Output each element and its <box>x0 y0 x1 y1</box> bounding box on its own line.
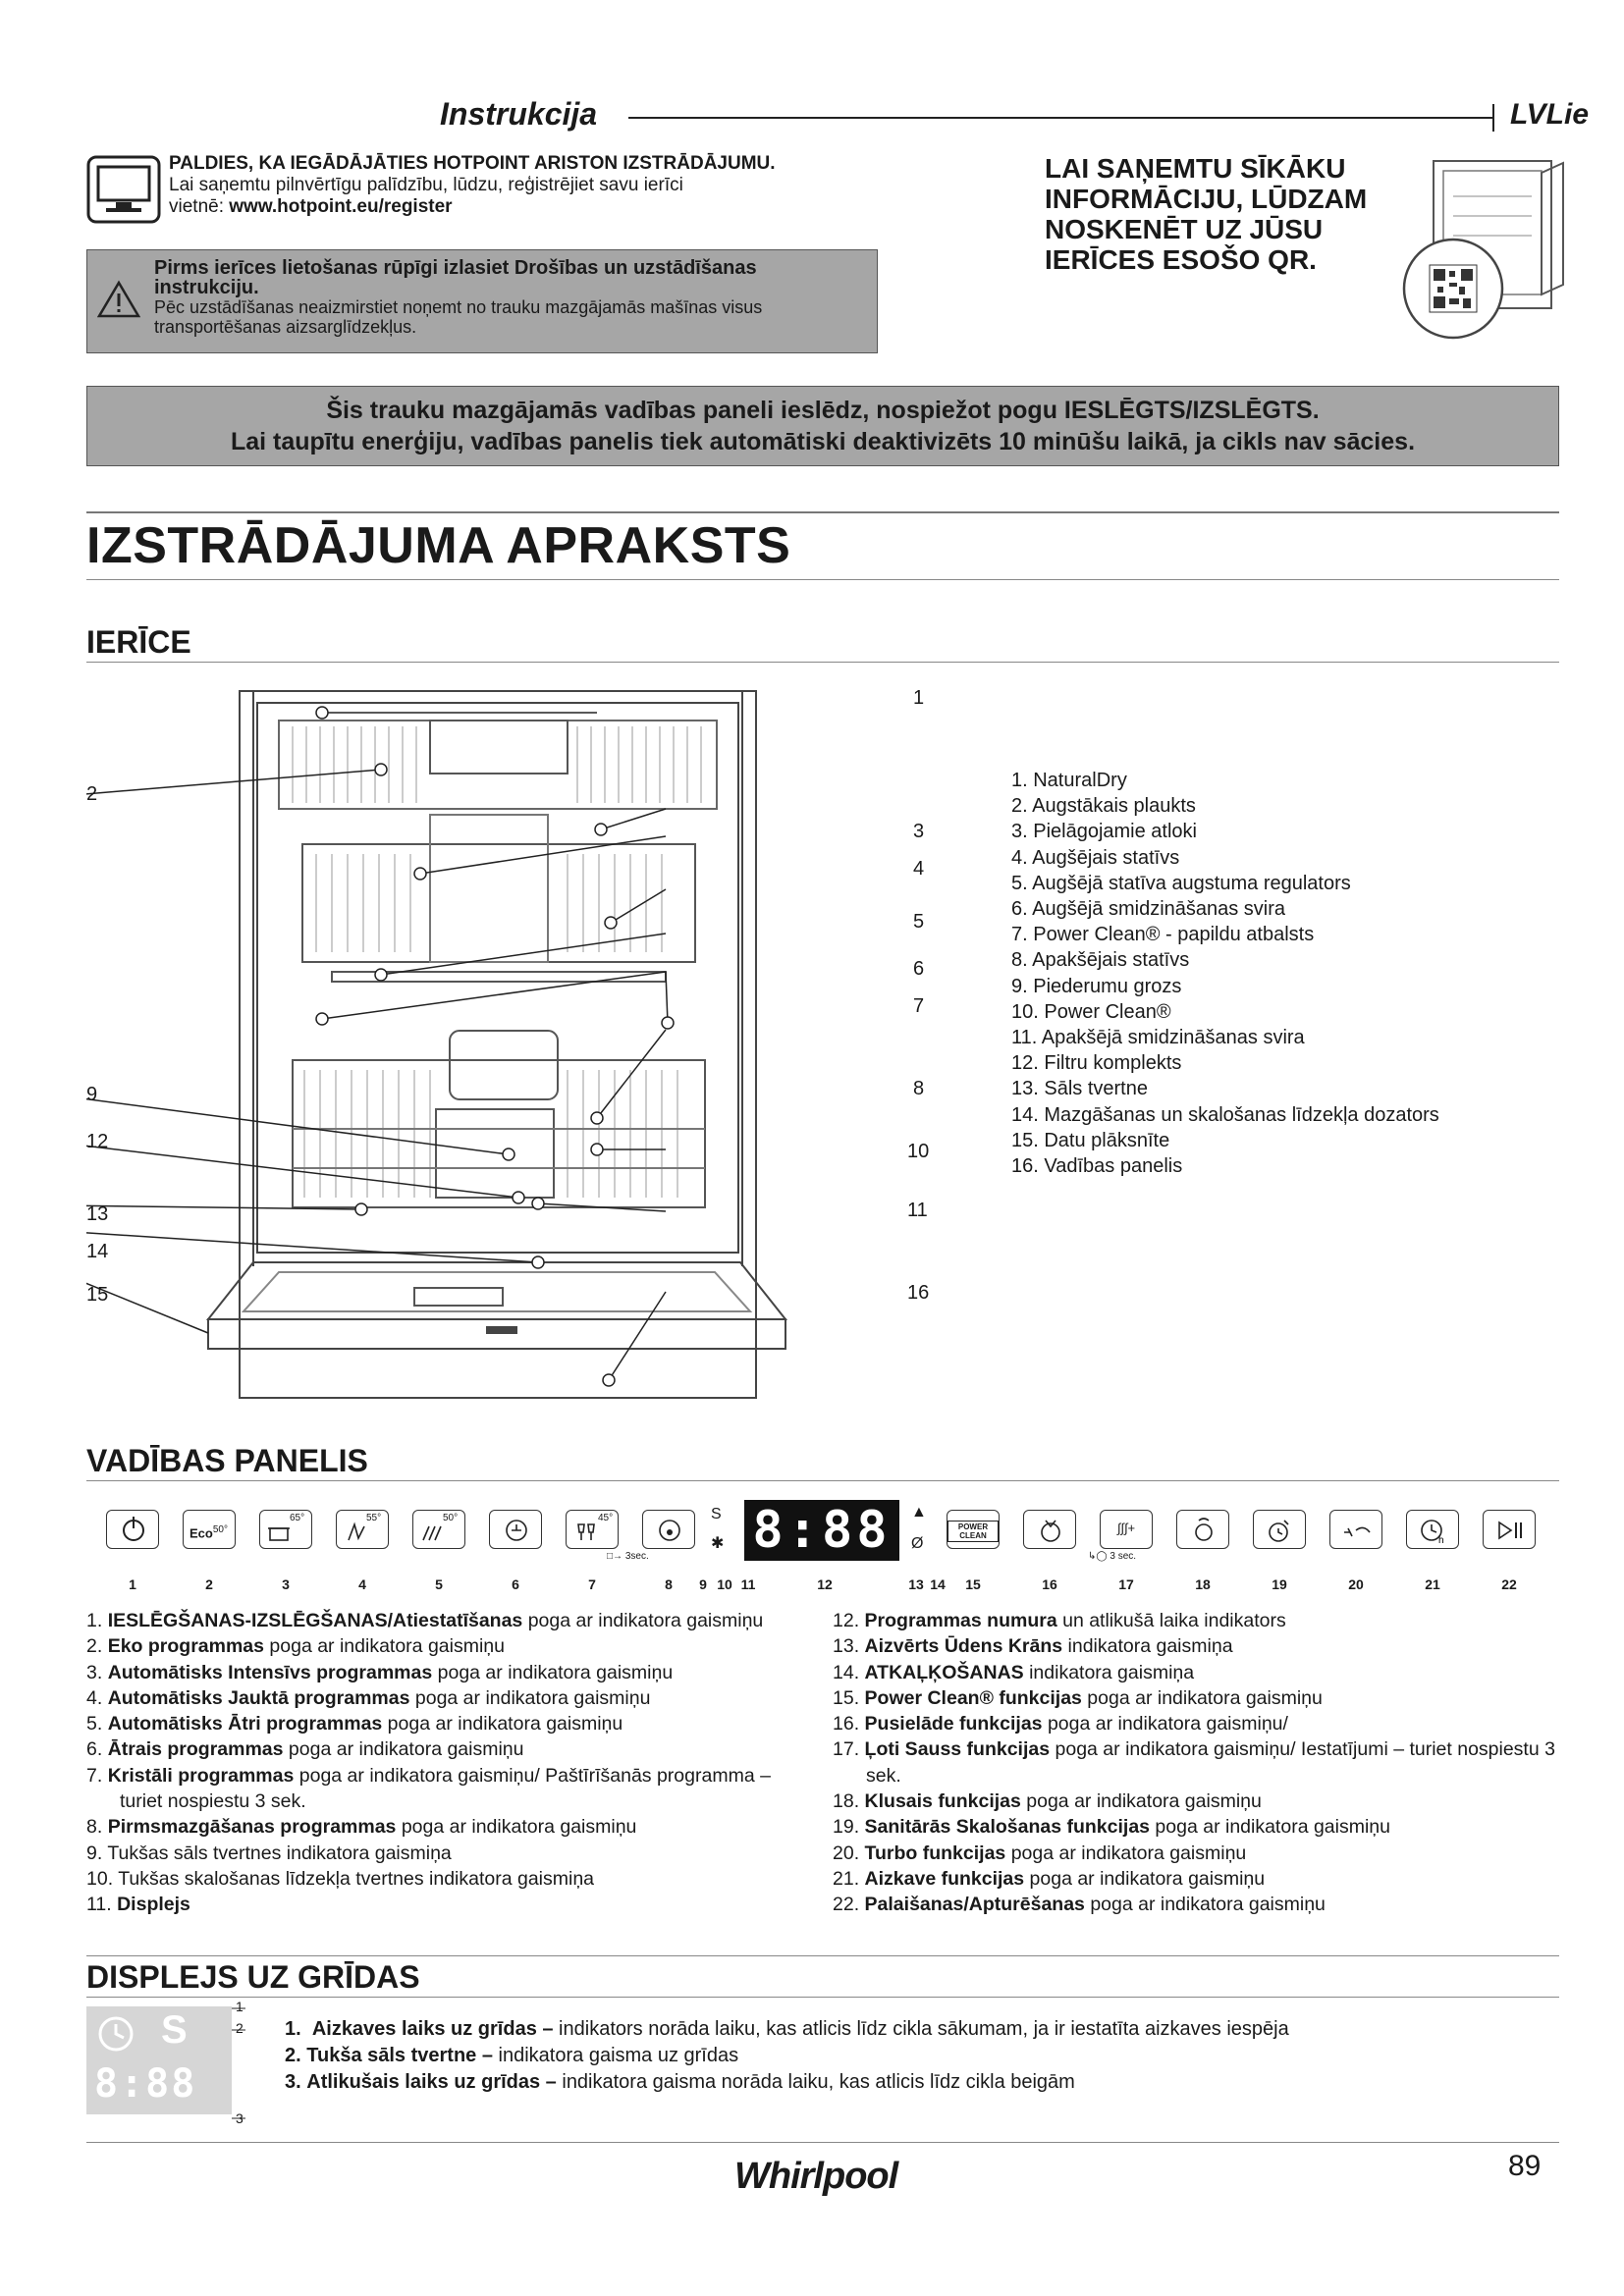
dishwasher-diagram <box>86 677 990 1414</box>
qr-code-icon <box>1430 265 1477 312</box>
list-item: 7. Kristāli programmas poga ar indikatora gaismiņu/ Paštīrīšanās programma – turiet nospiestu 3 sek. <box>86 1764 771 1813</box>
list-item: 9. Tukšas sāls tvertnes indikatora gaismiņa <box>86 1842 452 1864</box>
floor-time-display: 8:88 <box>94 2061 197 2107</box>
crystal-hold-hint: □→ 3sec. <box>607 1551 649 1562</box>
footer-rule <box>86 2142 1559 2143</box>
page-number: 89 <box>1508 2150 1542 2182</box>
hold-label: 3 sec. <box>1110 1551 1137 1562</box>
cp-number: 14 <box>930 1576 946 1592</box>
list-item: 15. Power Clean® funkcijas poga ar indikatora gaismiņu <box>833 1686 1323 1709</box>
rinse-aid-indicator-icon: ✱ <box>711 1535 725 1552</box>
brand-logo: Whirlpool <box>734 2156 898 2197</box>
cp-number: 22 <box>1501 1576 1517 1592</box>
power-clean-label: POWER CLEAN <box>947 1521 999 1542</box>
callout-16: 16 <box>907 1282 930 1304</box>
cp-number: 7 <box>588 1576 596 1592</box>
list-item: 18. Klusais funkcijas poga ar indikatora gaismiņu <box>833 1790 1262 1813</box>
cp-number: 11 <box>740 1576 756 1592</box>
sanitize-icon <box>1254 1511 1307 1550</box>
play-pause-icon <box>1484 1511 1537 1550</box>
legend-item: 8. Apakšējais statīvs <box>1011 949 1190 972</box>
header-tick <box>1492 104 1494 132</box>
cp-number: 3 <box>282 1576 290 1592</box>
pot-icon <box>268 1522 292 1544</box>
language-code: LVLie <box>1510 98 1590 131</box>
legend-item: 5. Augšējā statīva augstuma regulators <box>1011 872 1351 894</box>
cp-number: 6 <box>512 1576 519 1592</box>
callout-4: 4 <box>913 858 925 880</box>
extra-dry-button[interactable]: ∫∫∫+ <box>1100 1510 1153 1549</box>
cp-number: 5 <box>435 1576 443 1592</box>
power-button[interactable] <box>106 1510 159 1549</box>
tap-closed-icon: ▲ <box>911 1504 927 1521</box>
qr-line: NOSKENĒT UZ JŪSU <box>1045 214 1324 244</box>
list-item: 16. Pusielāde funkcijas poga ar indikatora gaismiņu/ <box>833 1713 1288 1735</box>
list-item: 10. Tukšas skalošanas līdzekļa tvertnes indikatora gaismiņa <box>86 1867 595 1890</box>
legend-item: 6. Augšējā smidzināšanas svira <box>1011 898 1286 921</box>
legend-item: 2. Augstākais plaukts <box>1011 795 1196 818</box>
device-heading: IERĪCE <box>86 624 191 660</box>
callout-1: 1 <box>913 687 925 709</box>
callout-9: 9 <box>86 1084 98 1105</box>
cp-number: 16 <box>1042 1576 1057 1592</box>
device-rule <box>86 662 1559 663</box>
svg-text:h: h <box>1438 1535 1444 1546</box>
cp-number: 8 <box>665 1576 673 1592</box>
turbo-icon <box>1330 1511 1383 1550</box>
cp-number: 21 <box>1425 1576 1440 1592</box>
cp-number: 13 <box>908 1576 924 1592</box>
eco-label: Eco <box>189 1525 213 1541</box>
list-item: 3. Atlikušais laiks uz grīdas – indikatora gaisma norāda laiku, kas atlicis līdz cikla beigām <box>285 2071 1075 2093</box>
silent-button[interactable] <box>1176 1510 1229 1549</box>
delay-clock-icon <box>1407 1511 1460 1550</box>
list-item: 2. Eko programmas poga ar indikatora gaismiņu <box>86 1635 505 1658</box>
turbo-button[interactable] <box>1329 1510 1382 1549</box>
legend-item: 11. Apakšējā smidzināšanas svira <box>1011 1027 1305 1049</box>
salt-indicator-icon: S <box>711 1506 722 1522</box>
floor-callout-2: 2 <box>236 2020 244 2036</box>
list-item: 3. Automātisks Intensīvs programmas poga ar indikatora gaismiņu <box>86 1661 674 1683</box>
floor-display-list <box>285 2016 1289 2096</box>
legend-item: 9. Piederumu grozs <box>1011 975 1182 997</box>
power-icon <box>107 1511 160 1550</box>
legend-item: 7. Power Clean® - papildu atbalsts <box>1011 924 1315 946</box>
list-item: 19. Sanitārās Skalošanas funkcijas poga ar indikatora gaismiņu <box>833 1816 1390 1839</box>
legend-item: 12. Filtru komplekts <box>1011 1052 1182 1075</box>
list-item: 20. Turbo funkcijas poga ar indikatora gaismiņu <box>833 1842 1247 1864</box>
control-panel-rule <box>86 1480 1559 1481</box>
legend-item: 4. Augšējais statīvs <box>1011 846 1180 869</box>
rapid-button[interactable] <box>489 1510 542 1549</box>
register-link[interactable]: www.hotpoint.eu/register <box>229 196 453 217</box>
callout-3: 3 <box>913 821 925 842</box>
cp-number: 9 <box>699 1576 707 1592</box>
silent-icon <box>1177 1511 1230 1550</box>
callout-5: 5 <box>913 911 925 933</box>
salt-floor-icon: S <box>161 2008 188 2052</box>
callout-12: 12 <box>86 1131 109 1152</box>
qr-line: LAI SAŅEMTU SĪKĀKU <box>1045 153 1346 184</box>
notice-line2: Lai taupītu enerģiju, vadības panelis tiek automātiski deaktivizēts 10 minūšu laikā, ja cikls nav sācies. <box>230 428 1416 455</box>
list-item: 4. Automātisks Jauktā programmas poga ar indikatora gaismiņu <box>86 1686 651 1709</box>
list-item: 14. ATKAĻĶOŠANAS indikatora gaismiņa <box>833 1661 1195 1683</box>
control-panel-strip <box>86 1498 1559 1567</box>
legend-item: 15. Datu plāksnīte <box>1011 1129 1170 1151</box>
floor-rule-top <box>86 1955 1559 1956</box>
list-item: 17. Ļoti Sauss funkcijas poga ar indikatora gaismiņu/ Iestatījumi – turiet nospiestu 3 sek. <box>833 1738 1555 1787</box>
temp-label: 45° <box>598 1513 614 1523</box>
callout-11: 11 <box>907 1200 928 1221</box>
temp-label: 65° <box>290 1513 305 1523</box>
qr-text <box>1045 153 1437 275</box>
control-panel-heading: VADĪBAS PANELIS <box>86 1443 368 1478</box>
warning-triangle-icon <box>97 280 140 319</box>
rapid-icon <box>490 1511 543 1550</box>
temp-label: 50° <box>443 1513 459 1523</box>
delay-button[interactable] <box>1406 1510 1459 1549</box>
list-item: 22. Palaišanas/Apturēšanas poga ar indikatora gaismiņu <box>833 1894 1326 1916</box>
callout-14: 14 <box>86 1241 109 1262</box>
mixed-load-icon <box>345 1521 368 1544</box>
crystal-button[interactable] <box>566 1510 619 1549</box>
header-rule <box>628 117 1492 119</box>
warning-bold: Pirms ierīces lietošanas rūpīgi izlasiet Drošības un uzstādīšanas instrukciju. <box>154 257 757 298</box>
legend-item: 3. Pielāgojamie atloki <box>1011 821 1197 843</box>
list-item: 5. Automātisks Ātri programmas poga ar indikatora gaismiņu <box>86 1713 623 1735</box>
list-item: 11. Displejs <box>86 1894 190 1916</box>
list-item: 6. Ātrais programmas poga ar indikatora gaismiņu <box>86 1738 524 1761</box>
notice-line1: Šis trauku mazgājamās vadības paneli ieslēdz, nospiežot pogu IESLĒGTS/IZSLĒGTS. <box>326 397 1320 424</box>
descaling-icon: Ø <box>911 1535 924 1552</box>
settings-hold-hint: ↳◯ 3 sec. <box>1088 1551 1137 1562</box>
qr-line: INFORMĀCIJU, LŪDZAM <box>1045 184 1368 214</box>
control-panel-numbers <box>86 1576 1559 1596</box>
temp-label: 55° <box>366 1513 382 1523</box>
legend-item: 10. Power Clean® <box>1011 1000 1171 1023</box>
legend-item: 14. Mazgāšanas un skalošanas līdzekļa dozators <box>1011 1103 1439 1126</box>
digital-display: 8:88 <box>744 1500 899 1561</box>
cp-number: 10 <box>717 1576 732 1592</box>
list-item: 13. Aizvērts Ūdens Krāns indikatora gaismiņa <box>833 1635 1233 1658</box>
thanks-title: PALDIES, KA IEGĀDĀJĀTIES HOTPOINT ARISTON IZSTRĀDĀJUMU. <box>169 153 776 174</box>
cp-number: 4 <box>358 1576 366 1592</box>
floor-display-panel <box>86 2006 232 2114</box>
callout-6: 6 <box>913 958 925 980</box>
notice-bar <box>86 386 1559 466</box>
device-legend <box>1011 768 1439 1179</box>
section-rule-bottom <box>86 579 1559 580</box>
section-title: IZSTRĀDĀJUMA APRAKSTS <box>86 517 791 574</box>
glasses-icon <box>574 1521 600 1546</box>
cp-number: 18 <box>1195 1576 1211 1592</box>
legend-item: 13. Sāls tvertne <box>1011 1078 1148 1100</box>
appliance-qr-illustration <box>1394 157 1567 344</box>
floor-callout-1: 1 <box>236 1999 244 2014</box>
legend-item: 16. Vadības panelis <box>1011 1155 1183 1178</box>
list-item: 8. Pirmsmazgāšanas programmas poga ar indikatora gaismiņu <box>86 1816 637 1839</box>
cp-number: 2 <box>205 1576 213 1592</box>
callout-13: 13 <box>86 1203 109 1225</box>
callout-10: 10 <box>907 1141 930 1162</box>
sanitize-button[interactable] <box>1253 1510 1306 1549</box>
quick-auto-button[interactable] <box>412 1510 465 1549</box>
floor-rule <box>86 1997 1559 1998</box>
list-item: 1. Aizkaves laiks uz grīdas – indikators norāda laiku, kas atlicis līdz cikla sākumam, ja ir iestatīta aizkaves iespēja <box>285 2018 1289 2040</box>
list-item: 21. Aizkave funkcijas poga ar indikatora gaismiņu <box>833 1867 1266 1890</box>
callout-15: 15 <box>86 1284 109 1306</box>
callout-8: 8 <box>913 1078 925 1099</box>
monitor-icon <box>86 155 161 224</box>
list-item: 2. Tukša sāls tvertne – indikatora gaisma uz grīdas <box>285 2045 739 2066</box>
half-load-icon <box>1024 1511 1077 1550</box>
thanks-line3: vietnē: www.hotpoint.eu/register <box>169 196 453 217</box>
callout-7: 7 <box>913 995 925 1017</box>
start-pause-button[interactable] <box>1483 1510 1536 1549</box>
callout-2: 2 <box>86 783 98 805</box>
cp-number: 12 <box>817 1576 833 1592</box>
section-rule-top <box>86 511 1559 513</box>
qr-line: IERĪCES ESOŠO QR. <box>1045 244 1317 275</box>
prewash-button[interactable] <box>642 1510 695 1549</box>
intensive-button[interactable] <box>259 1510 312 1549</box>
cp-number: 17 <box>1118 1576 1134 1592</box>
prewash-icon <box>643 1511 696 1550</box>
list-item: 1. IESLĒGŠANAS-IZSLĒGŠANAS/Atiestatīšanas poga ar indikatora gaismiņu <box>86 1610 764 1631</box>
cp-number: 1 <box>129 1576 136 1592</box>
temp-label: 50° <box>212 1524 228 1535</box>
floor-display-heading: DISPLEJS UZ GRĪDAS <box>86 1959 420 1995</box>
list-item: 12. Programmas numura un atlikušā laika indikators <box>833 1610 1286 1631</box>
header-title: Instrukcija <box>440 96 598 132</box>
thanks-line2: Lai saņemtu pilnvērtīgu palīdzību, lūdzu, reģistrējiet savu ierīci <box>169 175 683 195</box>
eco-button[interactable] <box>183 1510 236 1549</box>
half-load-button[interactable] <box>1023 1510 1076 1549</box>
hold-label: 3sec. <box>624 1551 649 1562</box>
warning-box <box>86 249 878 353</box>
mixed-button[interactable] <box>336 1510 389 1549</box>
quick-wash-icon <box>421 1522 445 1544</box>
legend-item: 1. NaturalDry <box>1011 770 1127 791</box>
floor-callout-3: 3 <box>236 2110 244 2126</box>
thanks-block <box>169 153 856 218</box>
cp-number: 20 <box>1348 1576 1364 1592</box>
control-panel-list-right <box>833 1608 1559 1918</box>
warning-text: Pēc uzstādīšanas neaizmirstiet noņemt no trauku mazgājamās mašīnas visus transportēšanas aizsarglīdzekļus. <box>154 297 763 337</box>
cp-number: 15 <box>965 1576 981 1592</box>
cp-number: 19 <box>1272 1576 1287 1592</box>
power-clean-button[interactable] <box>947 1510 1000 1549</box>
delay-clock-icon <box>94 2012 143 2057</box>
control-panel-list-left <box>86 1608 793 1918</box>
